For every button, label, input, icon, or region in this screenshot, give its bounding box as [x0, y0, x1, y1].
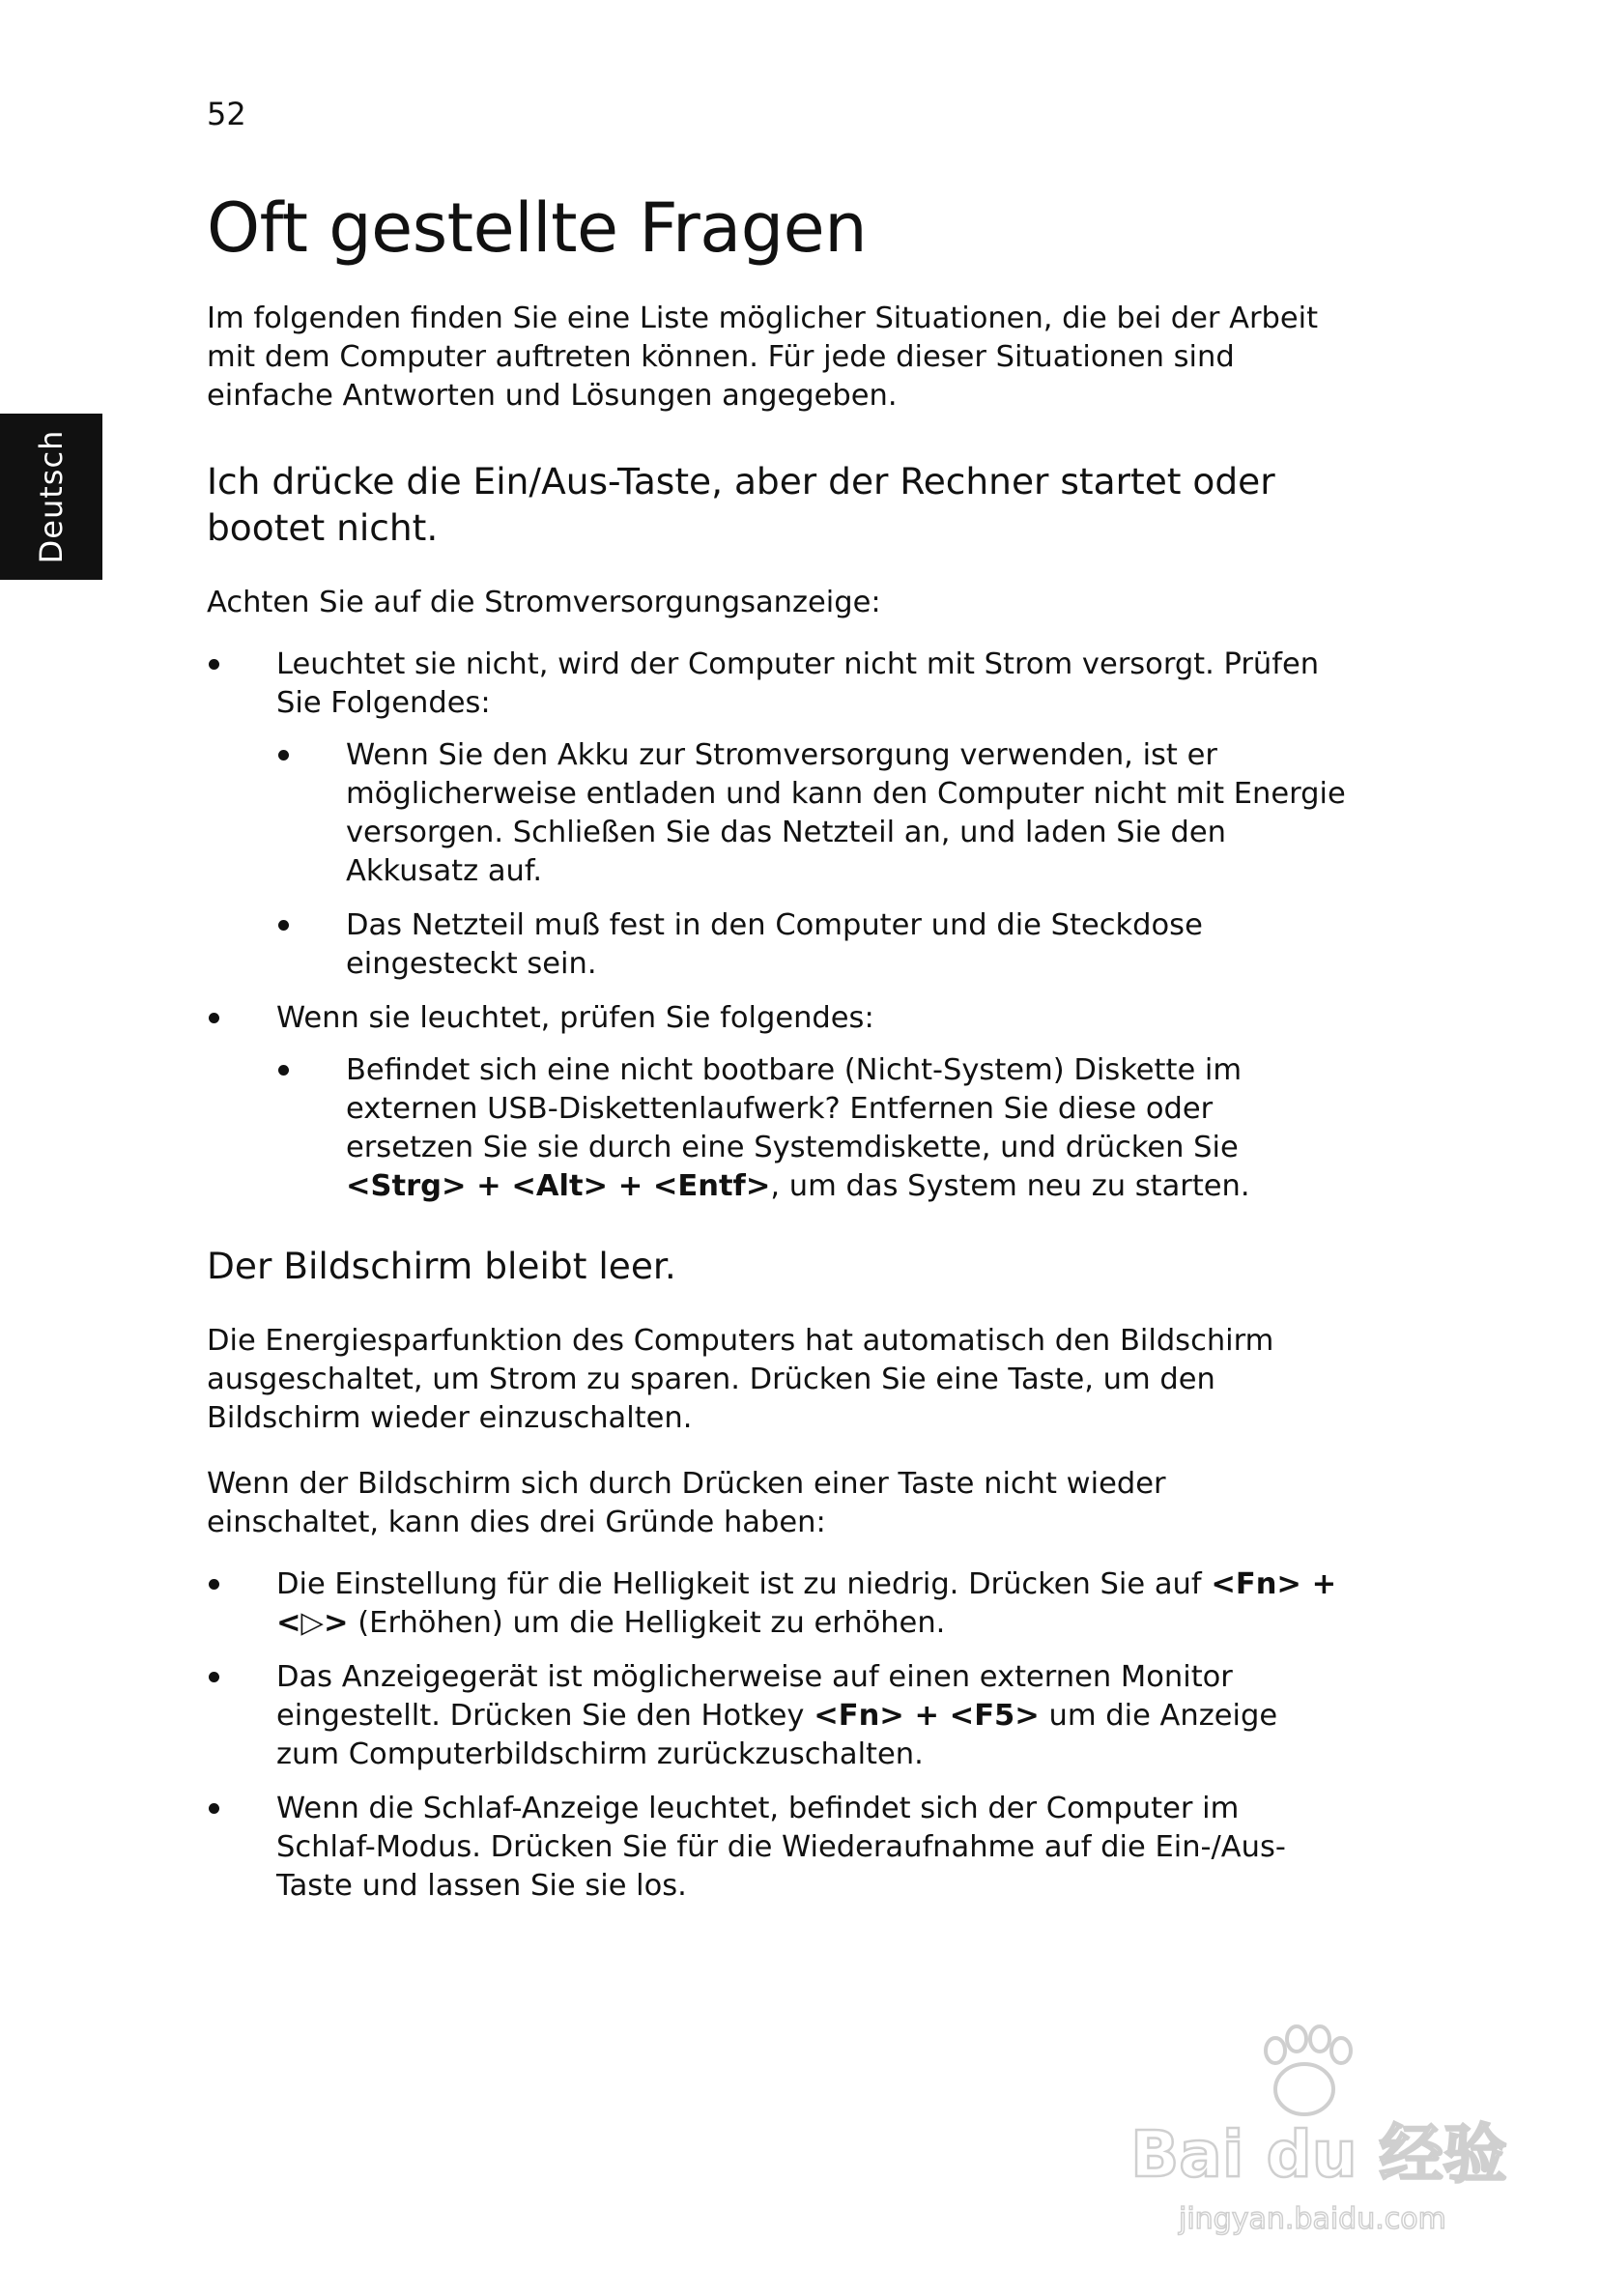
bullet-icon: [278, 920, 289, 931]
bullet-icon: [209, 659, 219, 670]
list-item-text-post: (Erhöhen) um die Helligkeit zu erhöhen.: [348, 1606, 946, 1640]
list-item-text: Wenn die Schlaf-Anzeige leuchtet, befindet sich der Computer im Schlaf-Modus. Drücken Sie für die Wiederaufnahme auf die Ein-/Aus-Taste und lassen Sie sie los.: [276, 1792, 1286, 1903]
power-list: [207, 646, 1347, 1206]
section-paragraph: Die Energiesparfunktion des Computers hat automatisch den Bildschirm ausgeschaltet, um Strom zu sparen. Drücken Sie eine Taste, um den Bildschirm wieder einzuschalten.: [207, 1324, 1274, 1435]
section-lead-power: Achten Sie auf die Stromversorgungsanzeige:: [207, 586, 881, 619]
screen-list: [207, 1565, 1347, 1906]
list-item-text-pre: Die Einstellung für die Helligkeit ist zu niedrig. Drücken Sie auf: [276, 1567, 1212, 1601]
sub-list-item-text-post: , um das System neu zu starten.: [770, 1169, 1250, 1203]
sub-list-item-text-pre: Befindet sich eine nicht bootbare (Nicht-System) Diskette im externen USB-Diskettenlaufwerk? Entfernen Sie diese oder ersetzen Sie sie durch eine Systemdiskette, und drücken Sie: [346, 1053, 1243, 1164]
list-item: [207, 1790, 1347, 1906]
list-item: [207, 1658, 1347, 1774]
paw-icon: [1121, 2022, 1507, 2244]
sub-list: [276, 1051, 1347, 1206]
watermark-brand: Bai du 经验: [1130, 2117, 1507, 2192]
page-title: Oft gestellte Fragen: [207, 188, 868, 268]
bullet-icon: [278, 750, 289, 761]
watermark-url: jingyan.baidu.com: [1179, 2202, 1446, 2236]
language-tab: [0, 414, 102, 580]
key-combination: <Strg> + <Alt> + <Entf>: [346, 1169, 771, 1203]
list-item-text-post: um die Anzeige zum Computerbildschirm zurückzuschalten.: [276, 1699, 1278, 1771]
sub-list-item-text: Das Netzteil muß fest in den Computer und die Steckdose eingesteckt sein.: [346, 908, 1203, 981]
page-content: [207, 180, 1347, 1906]
bullet-icon: [278, 1065, 289, 1076]
sub-list-item: [276, 1051, 1347, 1206]
sub-list-item-text: Wenn Sie den Akku zur Stromversorgung verwenden, ist er möglicherweise entladen und kann den Computer nicht mit Energie versorgen. Schließen Sie das Netzteil an, und laden Sie den Akkusatz auf.: [346, 738, 1346, 888]
list-item: [207, 999, 1347, 1206]
section-paragraph: Wenn der Bildschirm sich durch Drücken einer Taste nicht wieder einschaltet, kann dies drei Gründe haben:: [207, 1467, 1166, 1539]
bullet-icon: [209, 1672, 219, 1682]
section-heading-power: Ich drücke die Ein/Aus-Taste, aber der Rechner startet oder bootet nicht.: [207, 460, 1275, 549]
list-item-text: Leuchtet sie nicht, wird der Computer nicht mit Strom versorgt. Prüfen Sie Folgendes:: [276, 647, 1320, 720]
language-tab-label: Deutsch: [33, 429, 70, 564]
list-item-text: Wenn sie leuchtet, prüfen Sie folgendes:: [276, 1001, 874, 1035]
bullet-icon: [209, 1803, 219, 1814]
page-number: 52: [207, 96, 246, 132]
sub-list: [276, 736, 1347, 984]
list-item-text-pre: Das Anzeigegerät ist möglicherweise auf einen externen Monitor eingestellt. Drücken Sie den Hotkey: [276, 1660, 1233, 1733]
key-combination: <Fn> + <F5>: [814, 1699, 1040, 1733]
baidu-watermark: [1121, 2022, 1507, 2244]
sub-list-item: [276, 906, 1347, 984]
list-item: [207, 1565, 1347, 1643]
key-combination: <Fn> + <▷>: [276, 1567, 1337, 1640]
bullet-icon: [209, 1013, 219, 1023]
section-heading-screen: Der Bildschirm bleibt leer.: [207, 1245, 676, 1287]
list-item: [207, 646, 1347, 984]
bullet-icon: [209, 1579, 219, 1590]
intro-paragraph: Im folgenden finden Sie eine Liste möglicher Situationen, die bei der Arbeit mit dem Computer auftreten können. Für jede dieser Situationen sind einfache Antworten und Lösungen angegeben.: [207, 301, 1319, 413]
sub-list-item: [276, 736, 1347, 891]
